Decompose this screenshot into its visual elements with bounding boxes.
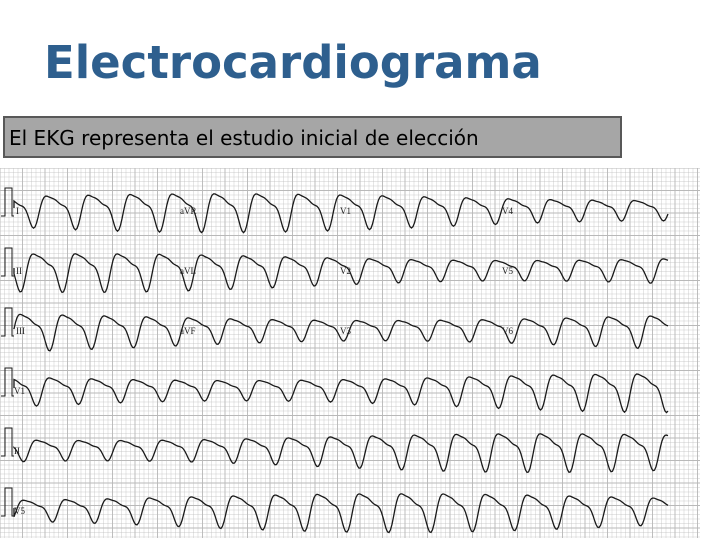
ecg-tracing-image xyxy=(0,168,700,538)
lead-label: V2 xyxy=(340,266,351,276)
lead-label: V1 xyxy=(14,386,25,396)
slide-title: Electrocardiograma xyxy=(44,36,542,89)
lead-label: aVR xyxy=(180,206,197,216)
calibration-pulse xyxy=(1,248,14,276)
calibration-pulse xyxy=(1,428,14,456)
lead-label: I xyxy=(16,206,19,216)
ecg-strip xyxy=(0,168,700,538)
lead-label: III xyxy=(16,326,25,336)
caption-text: El EKG representa el estudio inicial de elección xyxy=(9,126,479,150)
lead-label: V4 xyxy=(502,206,513,216)
calibration-pulse xyxy=(1,308,14,336)
lead-label: aVL xyxy=(180,266,196,276)
lead-label: II xyxy=(16,266,22,276)
lead-label: V5 xyxy=(14,506,25,516)
caption-bar xyxy=(3,116,622,158)
lead-label: V1 xyxy=(340,206,351,216)
lead-label: V3 xyxy=(340,326,351,336)
lead-label: V6 xyxy=(502,326,513,336)
calibration-pulse xyxy=(1,488,14,516)
lead-label: V5 xyxy=(502,266,513,276)
lead-label: aVF xyxy=(180,326,196,336)
calibration-pulse xyxy=(1,368,14,396)
lead-label: II xyxy=(14,446,20,456)
calibration-pulse xyxy=(1,188,14,216)
